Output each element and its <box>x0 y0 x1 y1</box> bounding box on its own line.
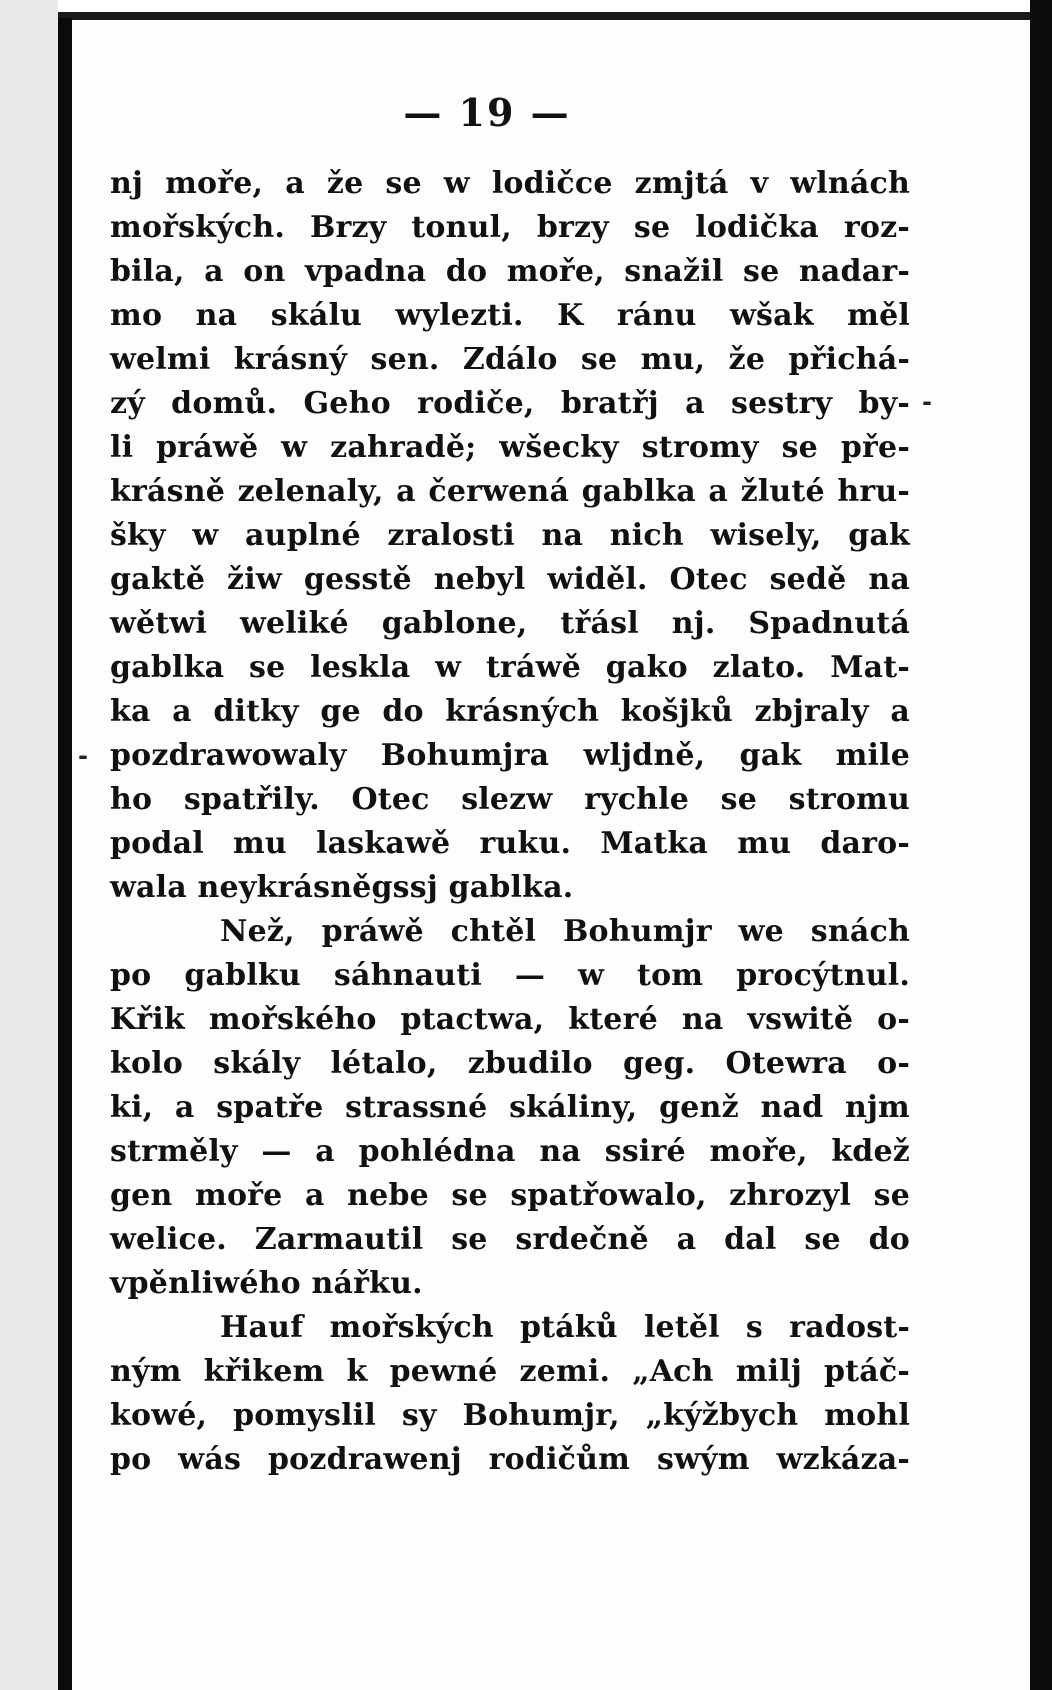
paragraph-start-line: Hauf mořských ptáků letěl s radost- <box>220 1310 910 1345</box>
scan-border-left <box>58 18 72 1690</box>
text-line: po wás pozdrawenj rodičům swým wzkáza- <box>110 1442 910 1477</box>
text-line: krásně zelenaly, a čerwená gablka a žluté hru- <box>110 474 910 509</box>
text-line: welice. Zarmautil se srdečně a dal se do <box>110 1222 910 1257</box>
text-line: pozdrawowaly Bohumjra wljdně, gak mile <box>110 738 910 773</box>
text-line: šky w auplné zralosti na nich wisely, gak <box>110 518 910 553</box>
text-line: gen moře a nebe se spatřowalo, zhrozyl se <box>110 1178 910 1213</box>
text-line: Křik mořského ptactwa, které na vswitě o- <box>110 1002 910 1037</box>
scan-background-left <box>0 0 58 1690</box>
text-line: podal mu laskawě ruku. Matka mu daro- <box>110 826 910 861</box>
text-line: zý domů. Geho rodiče, bratřj a sestry by- <box>110 386 910 421</box>
text-line: ným křikem k pewné zemi. „Ach milj ptáč- <box>110 1354 910 1389</box>
text-line: kowé, pomyslil sy Bohumjr, „kýžbych mohl <box>110 1398 910 1433</box>
page-number: — 19 — <box>403 90 571 135</box>
paragraph-start-line: Než, práwě chtěl Bohumjr we snách <box>220 914 910 949</box>
body-text <box>110 162 910 1482</box>
scan-border-top <box>58 12 1052 20</box>
margin-mark-right: - <box>922 388 932 416</box>
text-line: nj moře, a že se w lodičce zmjtá v wlnách <box>110 166 910 201</box>
text-line: gaktě žiw gesstě nebyl widěl. Otec sedě na <box>110 562 910 597</box>
text-line: li práwě w zahradě; wšecky stromy se pře- <box>110 430 910 465</box>
text-line: strměly — a pohlédna na ssiré moře, kdež <box>110 1134 910 1169</box>
text-line: welmi krásný sen. Zdálo se mu, že přichá- <box>110 342 910 377</box>
text-line: mo na skálu wylezti. K ránu wšak měl <box>110 298 910 333</box>
text-line: wětwi weliké gablone, třásl nj. Spadnutá <box>110 606 910 641</box>
text-line: ki, a spatře strassné skáliny, genž nad njm <box>110 1090 910 1125</box>
text-line: kolo skály létalo, zbudilo geg. Otewra o- <box>110 1046 910 1081</box>
paragraph-end-line: vpěnliwého nářku. <box>110 1266 423 1301</box>
text-line: po gablku sáhnauti — w tom procýtnul. <box>110 958 910 993</box>
margin-mark-left: - <box>78 742 88 770</box>
text-line: mořských. Brzy tonul, brzy se lodička roz- <box>110 210 910 245</box>
text-line: ka a ditky ge do krásných košjků zbjraly a <box>110 694 910 729</box>
text-line: ho spatřily. Otec slezw rychle se stromu <box>110 782 910 817</box>
text-line: bila, a on vpadna do moře, snažil se nadar- <box>110 254 910 289</box>
text-line: gablka se leskla w tráwě gako zlato. Mat- <box>110 650 910 685</box>
paragraph-end-line: wala neykrásněgssj gablka. <box>110 870 574 905</box>
book-page <box>72 20 1030 1690</box>
scan-border-right <box>1030 0 1052 1690</box>
